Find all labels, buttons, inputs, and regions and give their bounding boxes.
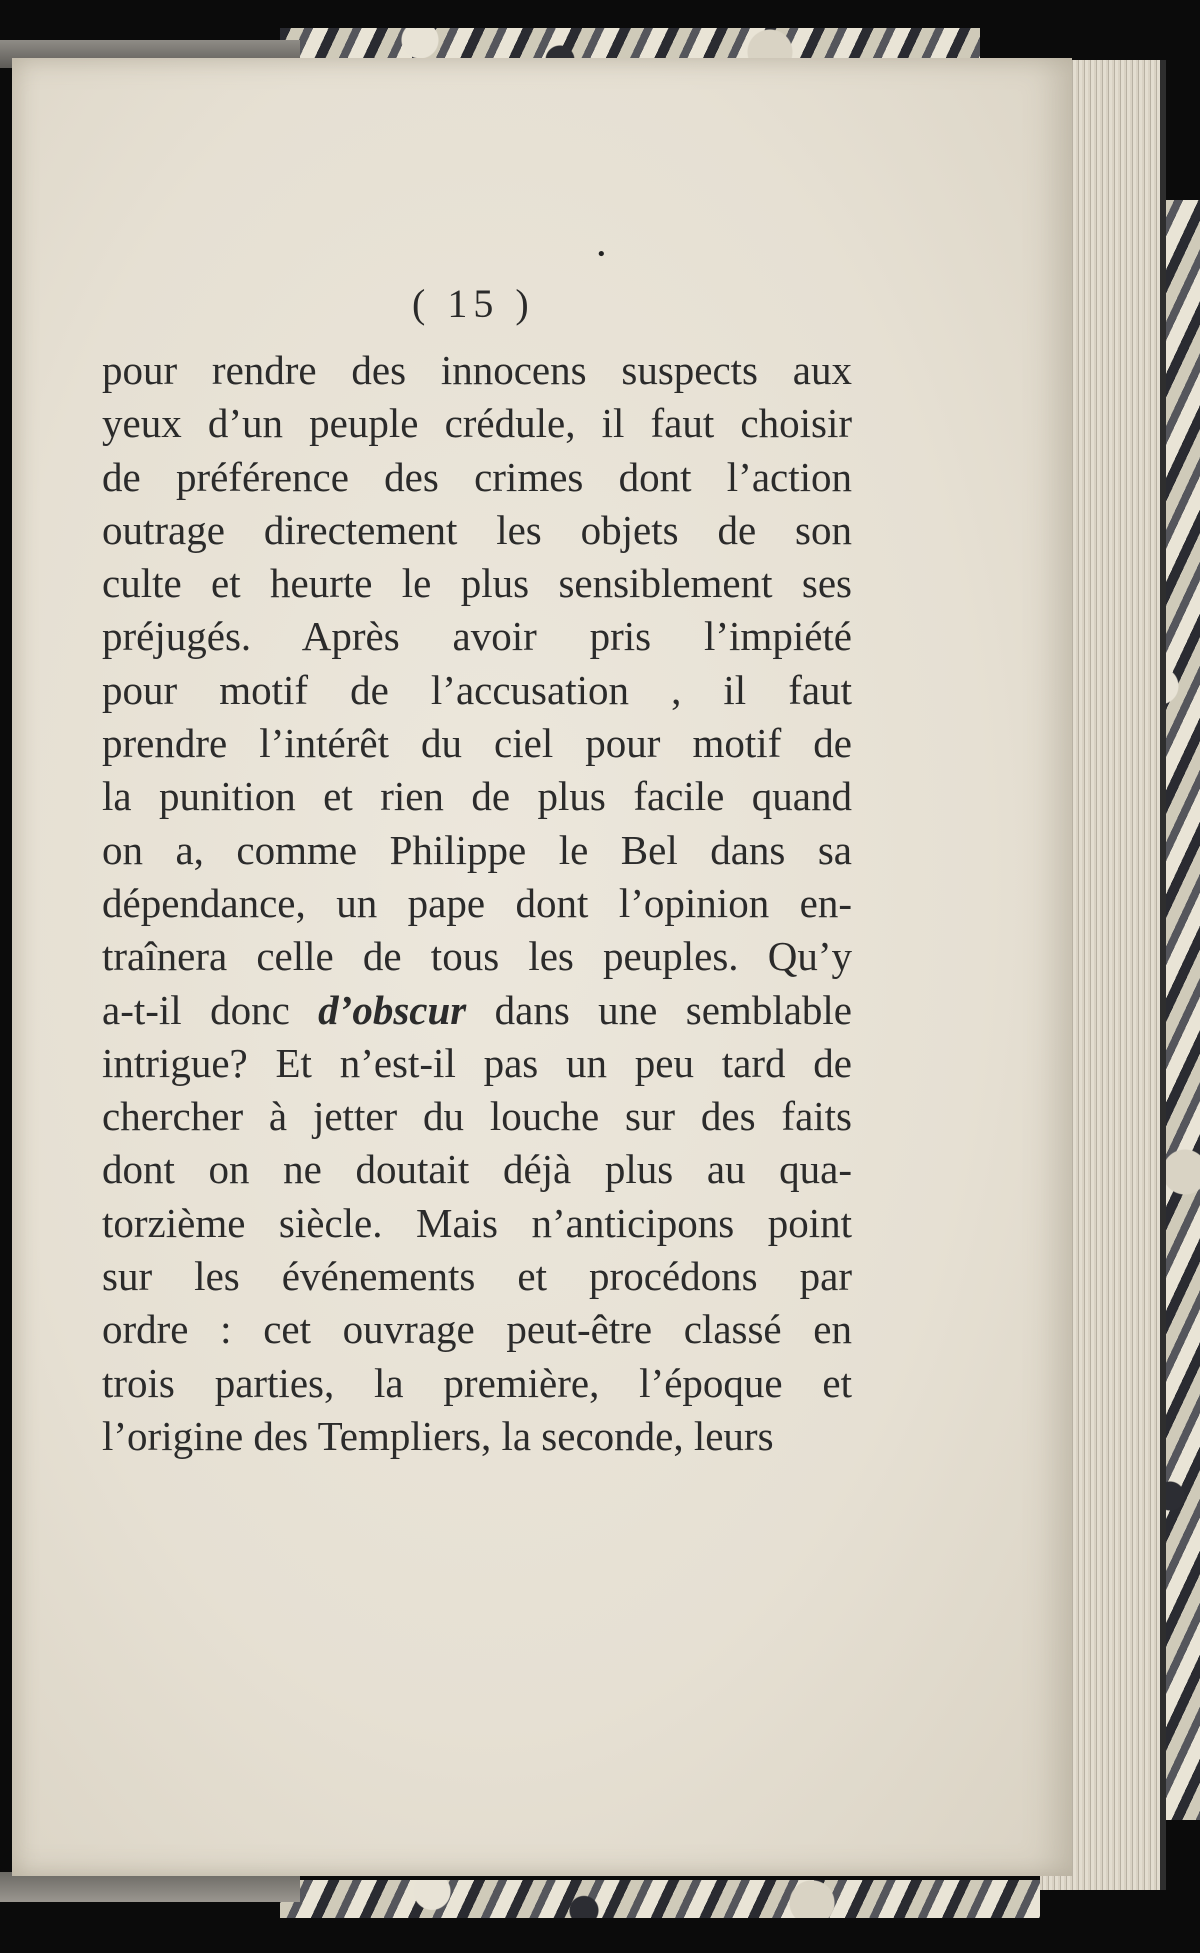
text-line: traînera celle de tous les peuples. Qu’y	[102, 933, 852, 980]
body-text	[102, 344, 852, 1463]
printer-mark: •	[596, 244, 607, 265]
text-line: yeux d’un peuple crédule, il faut choisir	[102, 400, 852, 447]
text-line: outrage directement les objets de son	[102, 506, 852, 553]
text-line: dépendance, un pape dont l’opinion en-	[102, 879, 852, 926]
text-line: pour rendre des innocens suspects aux	[102, 347, 852, 393]
book-page	[12, 58, 1072, 1876]
text-line: chercher à jetter du louche sur des faits	[102, 1093, 852, 1140]
text-line: dont on ne doutait déjà plus au qua-	[102, 1146, 852, 1193]
marbled-endpaper-bottom	[280, 1880, 1040, 1918]
text-segment: dans une semblable	[466, 986, 852, 1033]
text-segment: a-t-il donc	[102, 986, 319, 1033]
text-line-with-italic	[102, 984, 852, 1037]
text-line: préjugés. Après avoir pris l’impiété	[102, 613, 852, 660]
text-line: de préférence des crimes dont l’action	[102, 453, 852, 500]
text-line: on a, comme Philippe le Bel dans sa	[102, 826, 852, 873]
cover-board-edge-bottom	[0, 1872, 300, 1902]
text-line: trois parties, la première, l’époque et	[102, 1359, 852, 1406]
text-line: sur les événements et procédons par	[102, 1253, 852, 1300]
text-line: intrigue? Et n’est-il pas un peu tard de	[102, 1039, 852, 1086]
text-line: prendre l’intérêt du ciel pour motif de	[102, 720, 852, 767]
text-line: culte et heurte le plus sensiblement ses	[102, 560, 852, 607]
text-line: l’origine des Templiers, la seconde, leurs	[102, 1412, 774, 1459]
text-line: torzième siècle. Mais n’anticipons point	[102, 1199, 852, 1246]
italic-phrase: d’obscur	[318, 986, 467, 1033]
page-number: ( 15 )	[412, 281, 535, 326]
text-line: ordre : cet ouvrage peut-être classé en	[102, 1306, 852, 1353]
text-line: pour motif de l’accusation , il faut	[102, 666, 852, 713]
text-line: la punition et rien de plus facile quand	[102, 773, 852, 820]
